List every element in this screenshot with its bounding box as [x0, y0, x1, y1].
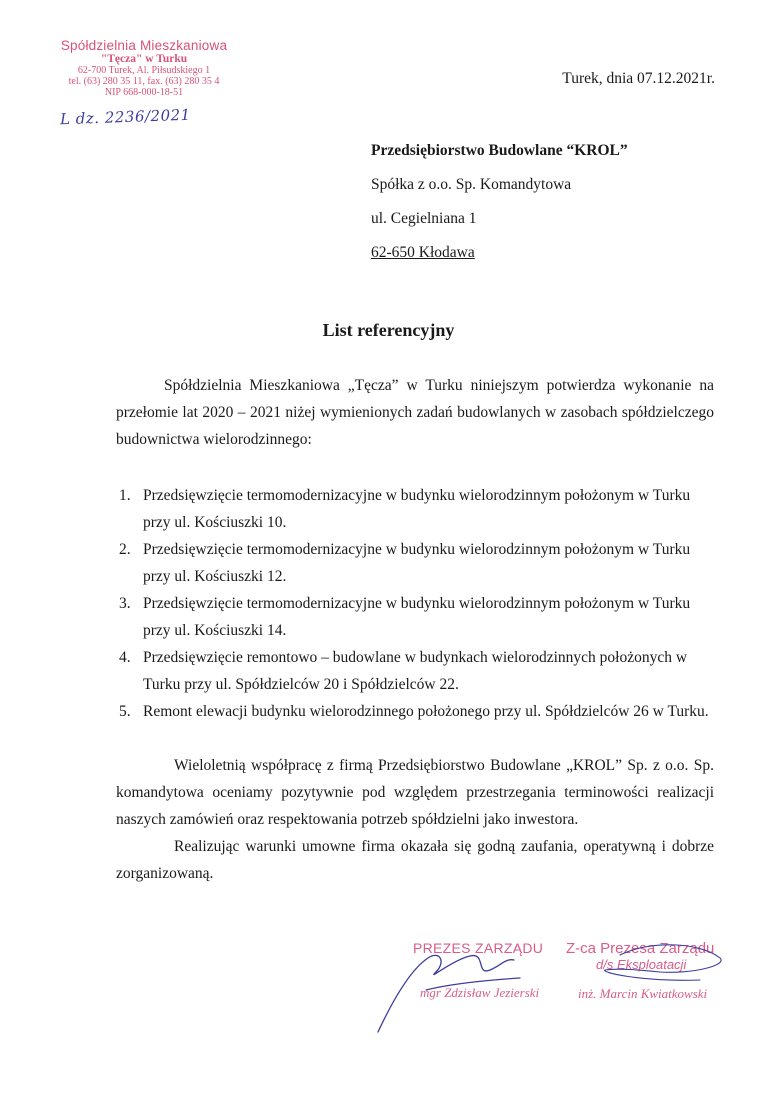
stamp-phone: tel. (63) 280 35 11, fax. (63) 280 35 4: [68, 76, 220, 87]
signature-stamp-vice-title: Z-ca Prezesa Zarządu: [566, 940, 715, 957]
list-item: [116, 590, 716, 644]
list-item-number: 1.: [119, 487, 131, 504]
stamp-address: 62-700 Turek, Al. Piłsudskiego 1: [77, 65, 211, 76]
task-list: [116, 482, 716, 725]
signature-stamp-president-name: mgr Zdzisław Jezierski: [420, 985, 540, 1000]
list-item: [116, 644, 716, 698]
list-item-number: 4.: [119, 649, 131, 666]
list-item: [116, 698, 716, 725]
intro-paragraph: Spółdzielnia Mieszkaniowa „Tęcza” w Turku niniejszym potwierdza wykonanie na przełomie lat 2020 – 2021 niżej wymienionych zadań budowlanych w zasobach spółdzielczego budownictwa wielorodzinnego:: [116, 377, 714, 448]
list-item-text: Przedsięwzięcie termomodernizacyjne w budynku wielorodzinnym położonym w Turku przy ul. Kościuszki 12.: [143, 541, 691, 585]
cooperation-paragraph: Wieloletnią współpracę z firmą Przedsiębiorstwo Budowlane „KROL” Sp. z o.o. Sp. komandytowa oceniamy pozytywnie pod względem przestrzegania terminowości realizacji naszych zamówień oraz respektowania potrzeb spółdzielni jako inwestora.: [116, 757, 714, 828]
stamp-org-name: Spółdzielnia Mieszkaniowa: [60, 38, 228, 53]
stamp-nip: NIP 668-000-18-51: [104, 87, 184, 98]
letter-date: Turek, dnia 07.12.2021r.: [562, 70, 715, 87]
signature-stamp-vice-subtitle: d/s Eksploatacji: [596, 957, 687, 972]
list-item: [116, 482, 716, 536]
list-item-number: 5.: [119, 703, 131, 720]
handwritten-reference-number: L dz. 2236/2021: [59, 105, 191, 129]
recipient-company-form: Spółka z o.o. Sp. Komandytowa: [371, 176, 572, 193]
list-item-number: 3.: [119, 595, 131, 612]
list-item-number: 2.: [119, 541, 131, 558]
stamp-org-subname: "Tęcza" w Turku: [100, 53, 188, 65]
list-item-text: Przedsięwzięcie termomodernizacyjne w budynku wielorodzinnym położonym w Turku przy ul. Kościuszki 14.: [143, 595, 691, 639]
letter-title: List referencyjny: [322, 320, 455, 340]
signature-stamp-vice-name: inż. Marcin Kwiatkowski: [578, 986, 708, 1001]
recipient-street: ul. Cegielniana 1: [371, 210, 477, 227]
signature-stamp-president-title: PREZES ZARZĄDU: [413, 940, 544, 956]
closing-paragraph: Realizując warunki umowne firma okazała się godną zaufania, operatywną i dobrze zorganizowaną.: [116, 838, 714, 882]
recipient-city: 62-650 Kłodawa: [371, 244, 475, 261]
list-item-text: Remont elewacji budynku wielorodzinnego położonego przy ul. Spółdzielców 26 w Turku.: [143, 703, 709, 720]
list-item: [116, 536, 716, 590]
recipient-name: Przedsiębiorstwo Budowlane “KROL”: [371, 142, 628, 159]
list-item-text: Przedsięwzięcie termomodernizacyjne w budynku wielorodzinnym położonym w Turku przy ul. Kościuszki 10.: [143, 487, 691, 531]
letterhead-stamp: [44, 38, 244, 98]
list-item-text: Przedsięwzięcie remontowo – budowlane w budynkach wielorodzinnych położonych w Turku przy ul. Spółdzielców 20 i Spółdzielców 22.: [143, 649, 688, 693]
